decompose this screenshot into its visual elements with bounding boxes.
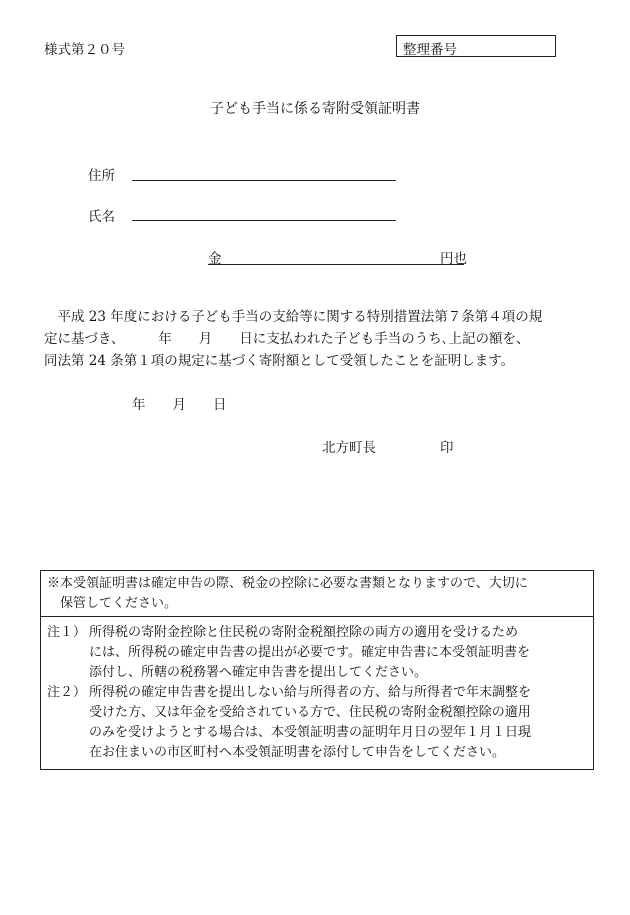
body-line: 平成 23 年度における子ども手当の支給等に関する特別措置法第７条第４項の規	[44, 309, 543, 325]
notes-header-line: 保管してください。	[47, 596, 178, 611]
reference-number-box[interactable]	[396, 35, 556, 57]
note-2-line: のみを受けようとする場合は、本受領証明書の証明年月日の翌年１月１日現	[89, 725, 532, 740]
name-label: 氏名	[88, 209, 115, 225]
note-1-line: には、所得税の確定申告書の提出が必要です。確定申告書に本受領証明書を	[89, 645, 530, 660]
body-line: 定に基づき、 年 月 日に支払われた子ども手当のうち､上記の額を、	[44, 331, 530, 347]
amount-field[interactable]	[208, 264, 464, 265]
body-line: 同法第 24 条第１項の規定に基づく寄附額として受領したことを証明します。	[44, 353, 515, 369]
note-1-line: 所得税の寄附金控除と住民税の寄附金税額控除の両方の適用を受けるため	[89, 625, 519, 640]
amount-suffix: 円也	[440, 251, 467, 267]
document-title: 子ども手当に係る寄附受領証明書	[210, 101, 420, 117]
notes-header-line: ※本受領証明書は確定申告の際、税金の控除に必要な書類となりますので、大切に	[47, 576, 528, 591]
issue-date: 年 月 日	[132, 397, 227, 413]
amount-prefix: 金	[208, 251, 222, 267]
address-field[interactable]	[132, 180, 396, 181]
notes-box	[40, 570, 594, 770]
issuer-name: 北方町長	[322, 440, 376, 456]
certification-body	[44, 306, 592, 372]
note-1-label: 注１）	[47, 625, 87, 640]
seal-mark: 印	[440, 440, 454, 456]
name-field[interactable]	[132, 220, 396, 221]
note-2-line: 所得税の確定申告書を提出しない給与所得者の方、給与所得者で年末調整を	[89, 685, 532, 700]
note-2	[47, 683, 531, 763]
notes-header	[41, 571, 593, 617]
reference-number-label: 整理番号	[403, 42, 457, 58]
note-2-label: 注２）	[47, 685, 87, 700]
note-1-line: 添付し、所轄の税務署へ確定申告書を提出してください。	[89, 665, 428, 680]
form-number: 様式第２０号	[44, 42, 125, 58]
note-2-line: 在お住まいの市区町村へ本受領証明書を添付して申告をしてください。	[89, 745, 506, 760]
note-2-line: 受けた方、又は年金を受給されている方で、住民税の寄附金税額控除の適用	[89, 705, 531, 720]
note-1	[47, 623, 530, 683]
address-label: 住所	[88, 168, 115, 184]
